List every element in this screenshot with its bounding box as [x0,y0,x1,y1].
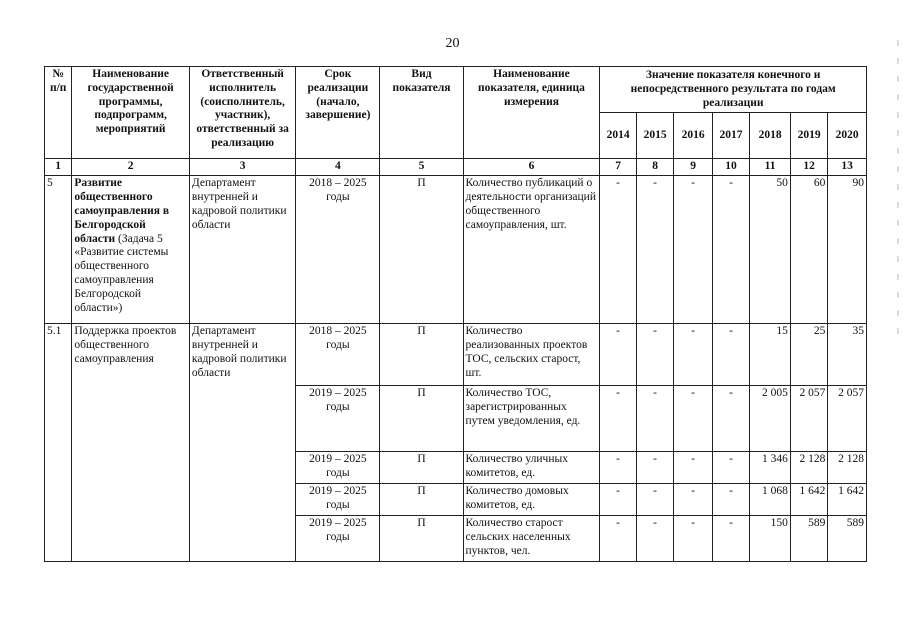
column-number: 3 [189,159,295,176]
column-number: 9 [674,159,713,176]
header-year: 2019 [790,113,827,159]
value-cell: - [636,484,673,516]
column-number: 2 [72,159,190,176]
indicator-cell: Количество уличных комитетов, ед. [463,452,600,484]
header-num: № п/п [45,67,72,159]
value-cell: - [600,386,636,452]
term-cell: 2019 – 2025 годы [296,516,380,562]
value-cell: 50 [750,176,791,324]
type-cell: П [380,386,463,452]
column-number: 10 [712,159,749,176]
column-number: 4 [296,159,380,176]
value-cell: - [636,516,673,562]
value-cell: 25 [790,324,827,386]
value-cell: - [674,386,713,452]
value-cell: - [600,484,636,516]
value-cell: 2 005 [750,386,791,452]
value-cell: - [674,516,713,562]
header-year: 2016 [674,113,713,159]
header-year: 2014 [600,113,636,159]
value-cell: - [712,484,749,516]
table-row [45,324,867,386]
value-cell: - [674,176,713,324]
value-cell: 2 128 [790,452,827,484]
term-cell: 2018 – 2025 годы [296,176,380,324]
type-cell: П [380,484,463,516]
term-cell: 2019 – 2025 годы [296,452,380,484]
column-number: 13 [828,159,867,176]
indicator-cell: Количество старост сельских населенных пунктов, чел. [463,516,600,562]
header-year: 2020 [828,113,867,159]
row-num: 5.1 [45,324,72,562]
value-cell: 2 057 [790,386,827,452]
value-cell: - [674,324,713,386]
responsible-cell: Департамент внутренней и кадровой политики области [189,324,295,562]
value-cell: - [674,484,713,516]
row-num: 5 [45,176,72,324]
type-cell: П [380,452,463,484]
indicator-cell: Количество реализованных проектов ТОС, сельских старост, шт. [463,324,600,386]
program-task: (Задача 5 «Развитие системы общественного самоуправления Белгородской области») [74,232,169,314]
value-cell: 1 068 [750,484,791,516]
value-cell: 35 [828,324,867,386]
value-cell: - [600,176,636,324]
indicator-cell: Количество публикаций о деятельности организаций общественного самоуправления, шт. [463,176,600,324]
value-cell: 1 642 [828,484,867,516]
program-name: Развитие общественного самоуправления в Белгородской области [74,177,170,245]
value-cell: - [674,452,713,484]
column-number: 6 [463,159,600,176]
type-cell: П [380,516,463,562]
value-cell: 150 [750,516,791,562]
indicator-cell: Количество ТОС, зарегистрированных путем уведомления, ед. [463,386,600,452]
value-cell: - [636,386,673,452]
column-number-row [45,159,867,176]
value-cell: - [600,516,636,562]
scan-edge-artifact [897,40,899,340]
value-cell: - [712,176,749,324]
type-cell: П [380,176,463,324]
header-type: Вид показателя [380,67,463,159]
header-responsible: Ответственный исполнитель (соисполнитель, участник), ответственный за реализацию [189,67,295,159]
type-cell: П [380,324,463,386]
value-cell: 60 [790,176,827,324]
indicator-cell: Количество домовых комитетов, ед. [463,484,600,516]
term-cell: 2019 – 2025 годы [296,484,380,516]
value-cell: 589 [828,516,867,562]
program-cell: Поддержка проектов общественного самоуправления [72,324,190,562]
value-cell: 589 [790,516,827,562]
header-program: Наименование государственной программы, подпрограмм, мероприятий [72,67,190,159]
header-indicator: Наименование показателя, единица измерения [463,67,600,159]
value-cell: - [712,452,749,484]
header-year: 2015 [636,113,673,159]
responsible-cell: Департамент внутренней и кадровой политики области [189,176,295,324]
value-cell: 15 [750,324,791,386]
table-row [45,176,867,324]
program-cell [72,176,190,324]
column-number: 12 [790,159,827,176]
value-cell: 2 128 [828,452,867,484]
value-cell: - [712,516,749,562]
value-cell: - [712,324,749,386]
column-number: 1 [45,159,72,176]
column-number: 11 [750,159,791,176]
header-term: Срок реализации (начало, завершение) [296,67,380,159]
value-cell: 2 057 [828,386,867,452]
term-cell: 2019 – 2025 годы [296,386,380,452]
column-number: 7 [600,159,636,176]
value-cell: - [600,324,636,386]
value-cell: - [636,176,673,324]
column-number: 5 [380,159,463,176]
value-cell: - [600,452,636,484]
value-cell: - [636,324,673,386]
value-cell: - [636,452,673,484]
value-cell: - [712,386,749,452]
header-year: 2018 [750,113,791,159]
value-cell: 1 642 [790,484,827,516]
term-cell: 2018 – 2025 годы [296,324,380,386]
header-year: 2017 [712,113,749,159]
value-cell: 1 346 [750,452,791,484]
column-number: 8 [636,159,673,176]
page-number: 20 [445,36,460,51]
header-values-group: Значение показателя конечного и непосредственного результата по годам реализации [600,67,867,113]
indicators-table [44,66,867,562]
value-cell: 90 [828,176,867,324]
